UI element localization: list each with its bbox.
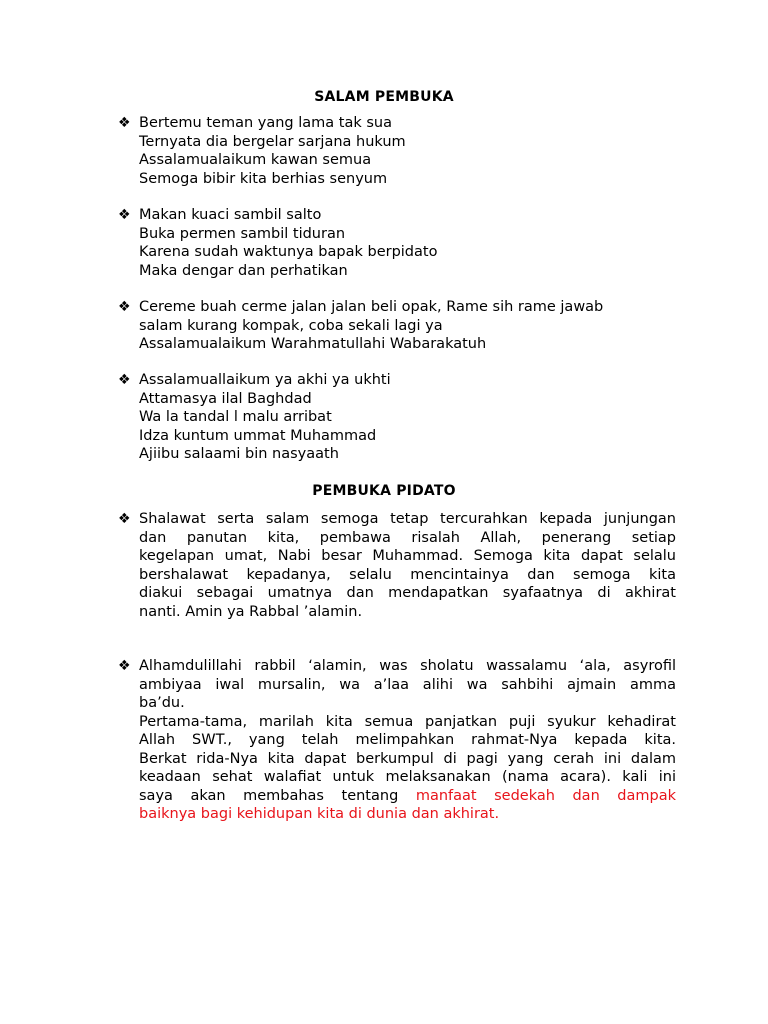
verse-line: Wa la tandal l malu arribat <box>139 409 332 425</box>
paragraph-line: keadaan sehat walafiat untuk melaksanakan (nama acara). kali ini <box>139 769 676 785</box>
verse-line: Attamasya ilal Baghdad <box>139 390 312 407</box>
paragraph-line: kegelapan umat, Nabi besar Muhammad. Semoga kita dapat selalu <box>139 548 676 564</box>
salam-pembuka-heading: SALAM PEMBUKA <box>314 89 454 105</box>
paragraph-line: Shalawat serta salam semoga tetap tercurahkan kepada junjungan <box>139 511 676 527</box>
verse-line: Assalamuallaikum ya akhi ya ukhti <box>139 372 391 388</box>
highlighted-topic: manfaat sedekah dan dampak <box>415 787 677 804</box>
pembuka-pidato-heading: PEMBUKA PIDATO <box>312 483 456 499</box>
paragraph-line: nanti. Amin ya Rabbal ’alamin. <box>139 603 363 620</box>
verse-line: Assalamualaikum Warahmatullahi Wabarakatuh <box>139 336 487 352</box>
diamond-bullet-icon: ❖ <box>118 511 131 527</box>
highlighted-topic-end: baiknya bagi kehidupan kita di dunia dan akhirat. <box>139 806 500 822</box>
verse-line: Bertemu teman yang lama tak sua <box>139 115 392 131</box>
verse-line: Karena sudah waktunya bapak berpidato <box>139 244 438 260</box>
verse-line: Makan kuaci sambil salto <box>139 207 322 223</box>
paragraph-line: ambiyaa iwal mursalin, wa a’laa alihi wa sahbihi ajmain amma <box>139 676 676 693</box>
paragraph-line: Allah SWT., yang telah melimpahkan rahmat-Nya kepada kita. <box>139 732 676 748</box>
paragraph-line: dan panutan kita, pembawa risalah Allah, penerang setiap <box>139 529 676 546</box>
diamond-bullet-icon: ❖ <box>118 207 131 223</box>
paragraph-line: ba’du. <box>139 695 185 711</box>
paragraph-line: bershalawat kepadanya, selalu mencintainya dan semoga kita <box>139 566 676 583</box>
verse-line: Buka permen sambil tiduran <box>139 225 346 242</box>
verse-line: Semoga bibir kita berhias senyum <box>139 170 388 187</box>
paragraph-line: diakui sebagai umatnya dan mendapatkan syafaatnya di akhirat <box>139 585 676 601</box>
diamond-bullet-icon: ❖ <box>118 299 131 315</box>
verse-line: salam kurang kompak, coba sekali lagi ya <box>139 317 443 334</box>
verse-line: Maka dengar dan perhatikan <box>139 262 348 279</box>
paragraph-line-mixed <box>139 787 676 806</box>
verse-line: Idza kuntum ummat Muhammad <box>139 427 377 444</box>
verse-line: Ajiibu salaami bin nasyaath <box>139 446 339 462</box>
diamond-bullet-icon: ❖ <box>118 372 131 388</box>
verse-line: Cereme buah cerme jalan jalan beli opak, Rame sih rame jawab <box>139 299 604 315</box>
paragraph-line: Berkat rida-Nya kita dapat berkumpul di pagi yang cerah ini dalam <box>139 750 676 767</box>
paragraph-line: Pertama-tama, marilah kita semua panjatkan puji syukur kehadirat <box>139 713 676 730</box>
verse-line: Assalamualaikum kawan semua <box>139 152 372 168</box>
verse-line: Ternyata dia bergelar sarjana hukum <box>139 133 406 150</box>
diamond-bullet-icon: ❖ <box>118 115 131 131</box>
paragraph-text: saya akan membahas tentang <box>139 787 399 804</box>
paragraph-line: Alhamdulillahi rabbil ‘alamin, was sholatu wassalamu ‘ala, asyrofil <box>139 658 676 674</box>
diamond-bullet-icon: ❖ <box>118 658 131 674</box>
